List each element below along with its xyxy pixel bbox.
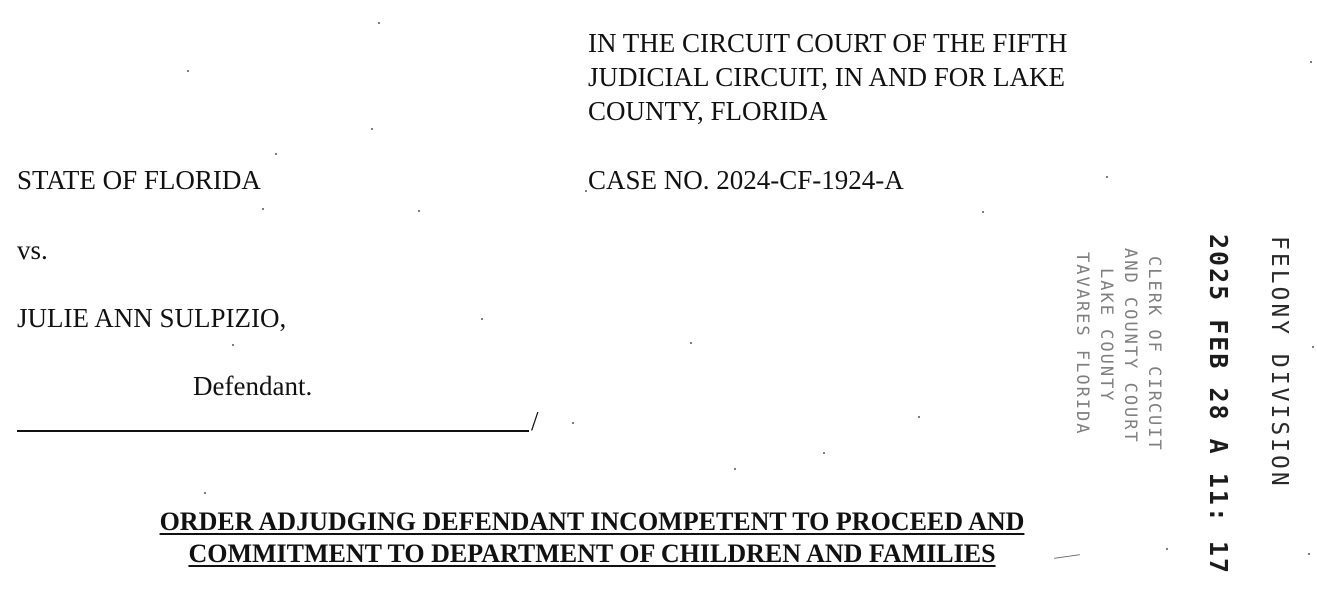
scan-speck: [187, 70, 189, 72]
scan-speck: [262, 208, 264, 210]
scan-speck: [1106, 176, 1108, 178]
court-header-line-2: JUDICIAL CIRCUIT, IN AND FOR LAKE: [588, 62, 1065, 92]
order-title: [60, 506, 1124, 570]
court-header-line-1: IN THE CIRCUIT COURT OF THE FIFTH: [588, 28, 1068, 58]
scan-speck: [232, 344, 234, 346]
defendant-role-label: Defendant.: [193, 371, 313, 401]
court-header: [588, 26, 1148, 128]
filed-date-stamp: 2025 FEB 28 A 11: 17: [1204, 234, 1233, 576]
scan-speck: [481, 318, 483, 320]
scan-speck: [1312, 346, 1314, 348]
clerk-stamp: [1066, 246, 1176, 486]
scan-speck: [418, 210, 420, 212]
scan-speck: [572, 422, 574, 424]
scan-speck: [1310, 61, 1312, 63]
court-header-line-3: COUNTY, FLORIDA: [588, 96, 828, 126]
scan-speck: [1308, 553, 1310, 555]
scan-speck: [371, 128, 373, 130]
scan-speck: [275, 153, 277, 155]
scan-speck: [918, 416, 920, 418]
scan-speck: [585, 190, 587, 192]
felony-division-stamp: FELONY DIVISION: [1266, 236, 1292, 489]
case-number: CASE NO. 2024-CF-1924-A: [588, 165, 904, 195]
caption-rule: [17, 430, 529, 432]
scan-speck: [982, 211, 984, 213]
scan-speck: [204, 492, 206, 494]
clerk-stamp-line-1: CLERK OF CIRCUIT: [1144, 256, 1164, 452]
versus-label: vs.: [17, 235, 48, 265]
scan-speck: [378, 22, 380, 24]
scan-speck: [1166, 548, 1168, 550]
scan-speck: [823, 452, 825, 454]
defendant-name: JULIE ANN SULPIZIO,: [17, 303, 287, 333]
order-title-line-2: COMMITMENT TO DEPARTMENT OF CHILDREN AND FAMILIES: [188, 539, 996, 568]
clerk-stamp-line-2: AND COUNTY COURT: [1120, 248, 1140, 444]
plaintiff-name: STATE OF FLORIDA: [17, 165, 261, 195]
order-title-line-1: ORDER ADJUDGING DEFENDANT INCOMPETENT TO PROCEED AND: [159, 507, 1025, 536]
scan-speck: [734, 468, 736, 470]
caption-slash: /: [531, 406, 539, 436]
scan-speck: [690, 342, 692, 344]
clerk-stamp-line-4: TAVARES FLORIDA: [1072, 252, 1092, 436]
clerk-stamp-line-3: LAKE COUNTY: [1096, 268, 1116, 403]
